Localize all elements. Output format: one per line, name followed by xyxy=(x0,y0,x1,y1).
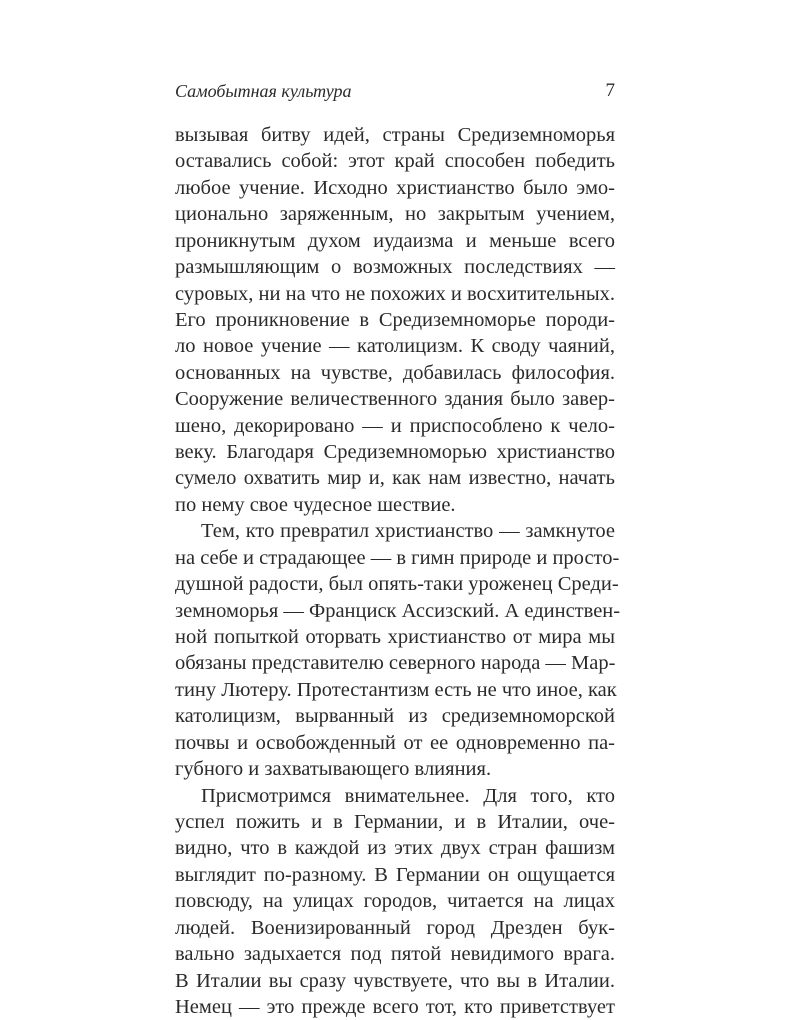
text-line: ло новое учение — католицизм. К своду чаяний, xyxy=(175,335,615,358)
text-line: любое учение. Исходно христианство было эмо- xyxy=(175,176,615,199)
text-line: ционально заряженным, но закрытым учением, xyxy=(175,203,615,226)
text-line: обязаны представителю северного народа — Мар- xyxy=(175,652,616,675)
text-line: Тем, кто превратил христианство — замкнутое xyxy=(201,520,615,543)
text-line: по нему свое чудесное шествие. xyxy=(175,493,456,516)
text-line: душной радости, был опять-таки уроженец Среди- xyxy=(175,573,619,596)
text-line: видно, что в каждой из этих двух стран фашизм xyxy=(175,837,615,860)
text-line: земноморья — Франциск Ассизский. А единствен- xyxy=(175,599,621,622)
text-line: веку. Благодаря Средиземноморью христианство xyxy=(175,441,615,464)
text-line: ной попыткой оторвать христианство от мира мы xyxy=(175,626,615,649)
text-line: В Италии вы сразу чувствуете, что вы в Италии. xyxy=(175,969,615,992)
text-line: выглядит по-разному. В Германии он ощущается xyxy=(175,863,615,886)
page-header xyxy=(175,79,615,103)
text-line: людей. Военизированный город Дрезден бук- xyxy=(175,916,615,939)
text-line: основанных на чувстве, добавилась философия. xyxy=(175,361,615,384)
text-line: вызывая битву идей, страны Средиземноморья xyxy=(175,124,615,146)
text-line: шено, декорировано — и приспособлено к чело- xyxy=(175,414,615,437)
text-line: вально задыхается под пятой невидимого врага. xyxy=(175,943,615,966)
text-line: успел пожить и в Германии, и в Италии, оче- xyxy=(175,810,615,833)
text-line: повсюду, на улицах городов, читается на лицах xyxy=(175,890,615,913)
page-number: 7 xyxy=(605,80,615,101)
text-line: Присмотримся внимательнее. Для того, кто xyxy=(201,784,615,807)
text-line: католицизм, вырванный из средиземноморской xyxy=(175,705,615,728)
running-title: Самобытная культура xyxy=(175,81,352,101)
body-text xyxy=(175,122,621,1020)
text-line: Его проникновение в Средиземноморье породи- xyxy=(175,308,615,331)
text-line: размышляющим о возможных последствиях — xyxy=(175,256,615,279)
text-line: тину Лютеру. Протестантизм есть не что иное, как xyxy=(175,678,617,701)
text-line: почвы и освобожденный от ее одновременно па- xyxy=(175,731,615,754)
text-line: на себе и страдающее — в гимн природе и просто- xyxy=(175,546,620,569)
text-line: губного и захватывающего влияния. xyxy=(175,758,492,781)
text-line: оставались собой: этот край способен победить xyxy=(175,150,615,173)
text-line: сумело охватить мир и, как нам известно, начать xyxy=(175,467,615,490)
text-line: Немец — это прежде всего тот, кто приветствует xyxy=(175,995,615,1018)
text-line: Сооружение величественного здания было завер- xyxy=(175,388,615,411)
text-line: суровых, ни на что не похожих и восхитительных. xyxy=(175,282,615,305)
text-line: проникнутым духом иудаизма и меньше всего xyxy=(175,229,615,252)
